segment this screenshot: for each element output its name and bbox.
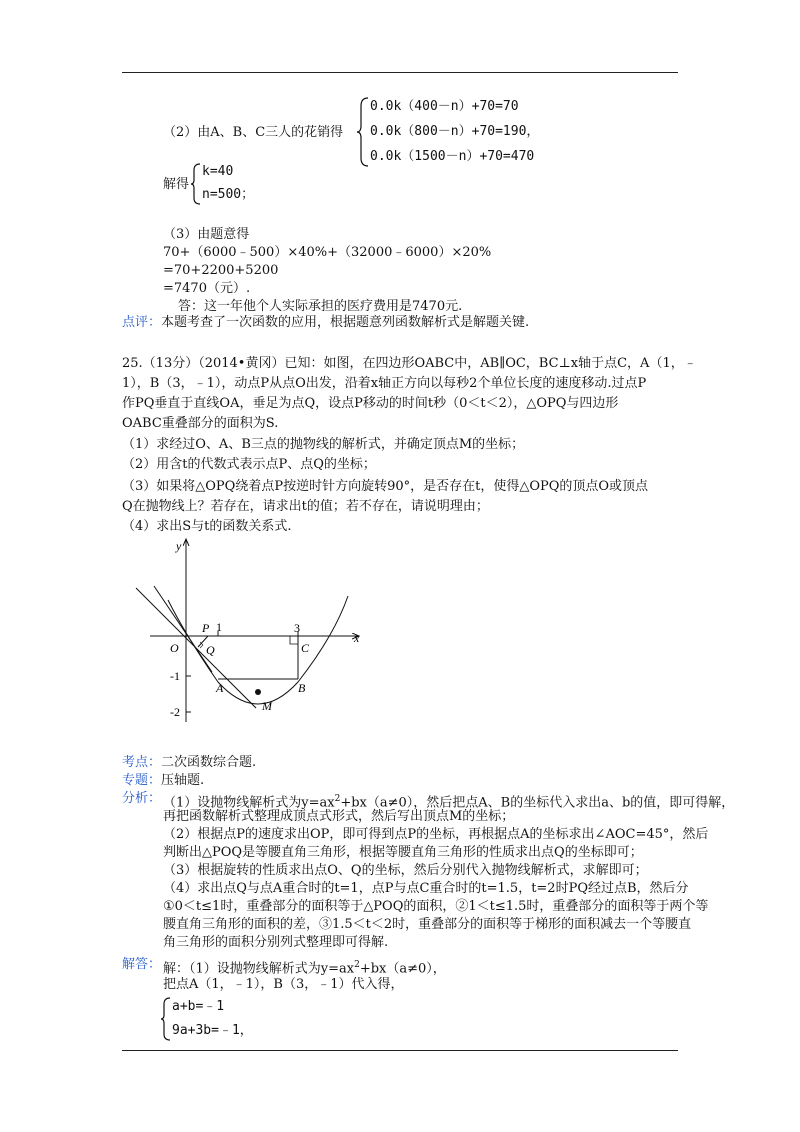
label-x: x: [354, 631, 360, 645]
analysis-1b: 再把函数解析式整理成顶点式形式，然后写出顶点M的坐标；: [163, 809, 515, 824]
analysis-1a-post: +bx（a≠0），然后把点A、B的坐标代入求出a、b的值，即可得解，: [340, 795, 735, 811]
solution-1-post: +bx（a≠0），: [359, 961, 446, 977]
solution-brace-2: [190, 162, 202, 206]
question-3b: Q在抛物线上？若存在，请求出t的值；若不存在，请说明理由；: [122, 499, 489, 514]
system-brace-3: [356, 96, 370, 168]
problem25-line2: 1），B（3，﹣1），动点P从点O出发，沿着x轴正方向以每秒2个单位长度的速度移动.过点P: [122, 376, 647, 391]
label-m: M: [262, 699, 272, 713]
solution-label: 解答：: [122, 957, 162, 972]
part3-line2: =70+2200+5200: [163, 263, 279, 278]
label-tick-1: 1: [216, 620, 222, 634]
comment-row: [122, 314, 529, 332]
solution-1-pre: 解：（1）设抛物线解析式为y=ax: [163, 961, 355, 977]
sol-n-text: n=500: [202, 187, 242, 202]
kaodian-label: 考点：: [122, 755, 162, 770]
kaodian-text: 二次函数综合题.: [161, 755, 257, 770]
analysis-4a: （4）求出点Q与点A重合时的t=1，点P与点C重合时的t=1.5，t=2时PQ经过点B，然后分: [163, 881, 689, 896]
label-origin: O: [170, 641, 179, 655]
label-p: P: [202, 621, 210, 635]
solution-eq1: a+b=﹣1: [172, 999, 225, 1014]
part2-eq2: [370, 121, 539, 143]
part3-answer: 答：这一年他个人实际承担的医疗费用是7470元.: [178, 299, 463, 314]
label-tick-neg1: -1: [170, 669, 180, 683]
vertex-m-dot: [255, 689, 261, 695]
analysis-3: （3）根据旋转的性质求出点O、Q的坐标，然后分别代入抛物线解析式，求解即可；: [163, 863, 648, 878]
solution-system-brace: [160, 996, 172, 1042]
analysis-2b: 判断出△POQ是等腰直角三角形，根据等腰直角三角形的性质求出点Q的坐标即可；: [163, 845, 643, 860]
part2-eq3: 0.0k（1500－n）+70=470: [370, 149, 535, 164]
comment-label: 点评：: [122, 315, 162, 330]
label-y: y: [176, 539, 182, 553]
solution-eq2: [172, 1020, 253, 1042]
analysis-4b: ①0＜t≤1时，重叠部分的面积等于△POQ的面积，②1＜t≤1.5时，重叠部分的面积等于两个等: [163, 899, 709, 914]
analysis-2a: （2）根据点P的速度求出OP，即可得到点P的坐标，再根据点A的坐标求出∠AOC=45°，然后: [163, 827, 709, 842]
part3-line3: =7470（元）.: [163, 281, 251, 296]
analysis-4c: 腰直角三角形的面积的差，③1.5＜t＜2时，重叠部分的面积等于梯形的面积减去一个等腰直: [163, 917, 692, 932]
coordinate-figure: [112, 530, 382, 730]
parabola: [168, 596, 348, 704]
question-4: （4）求出S与t的函数关系式.: [122, 519, 292, 534]
header-rule: [122, 72, 678, 73]
problem25-line4: OABC重叠部分的面积为S.: [122, 416, 279, 431]
comment-text: 本题考查了一次函数的应用，根据题意列函数解析式是解题关键.: [161, 315, 530, 330]
problem25-line1: 25.（13分）（2014•黄冈）已知：如图，在四边形OABC中，AB∥OC，BC⊥x轴于点C，A（1，﹣: [122, 356, 697, 371]
solution-2: 把点A（1，﹣1），B（3，﹣1）代入得，: [163, 977, 404, 992]
footer-rule: [122, 1050, 678, 1051]
sol-tail: ；: [241, 187, 255, 202]
part2-lead: （2）由A、B、C三人的花销得: [163, 125, 344, 140]
label-q: Q: [206, 643, 215, 657]
solution-1: [163, 956, 446, 978]
analysis-1a-sup: 2: [334, 794, 341, 804]
label-c: C: [301, 641, 310, 655]
question-2: （2）用含t的代数式表示点P、点Q的坐标；: [122, 457, 376, 472]
sol-n: [202, 184, 254, 206]
solution-eq2-text: 9a+3b=﹣1: [172, 1023, 240, 1038]
zhuanti-text: 压轴题.: [161, 773, 205, 788]
right-angle-mark: [290, 636, 298, 644]
label-tick-3: 3: [294, 621, 300, 635]
label-b: B: [298, 681, 306, 695]
question-3a: （3）如果将△OPQ绕着点P按逆时针方向旋转90°，是否存在t，使得△OPQ的顶点O或顶点: [122, 479, 649, 494]
part3-title: （3）由题意得: [163, 227, 250, 242]
solution-eq-tail: ，: [239, 1023, 253, 1038]
question-1: （1）求经过O、A、B三点的抛物线的解析式，并确定顶点M的坐标；: [122, 437, 525, 452]
zhuanti-row: [122, 772, 204, 790]
kaodian-row: [122, 754, 256, 772]
part2-eq2-text: 0.0k（800－n）+70=190: [370, 124, 527, 139]
solve-lead: 解得: [163, 177, 190, 192]
sol-k: k=40: [202, 164, 234, 179]
zhuanti-label: 专题：: [122, 773, 162, 788]
problem25-line3: 作PQ垂直于直线OA，垂足为点Q，设点P移动的时间t秒（0＜t＜2），△OPQ与四边形: [122, 396, 619, 411]
solution-1-sup: 2: [354, 960, 360, 970]
analysis-4d: 角三角形的面积分别列式整理即可得解.: [163, 935, 389, 950]
part2-eq2-tail: ，: [526, 124, 540, 139]
part2-eq1: 0.0k（400－n）+70=70: [370, 99, 519, 114]
label-a: A: [216, 681, 224, 695]
part3-line1: 70+（6000﹣500）×40%+（32000﹣6000）×20%: [163, 245, 492, 260]
analysis-1a-pre: （1）设抛物线解析式为y=ax: [163, 795, 335, 811]
analysis-label: 分析：: [122, 791, 162, 806]
label-tick-neg2: -2: [170, 705, 180, 719]
